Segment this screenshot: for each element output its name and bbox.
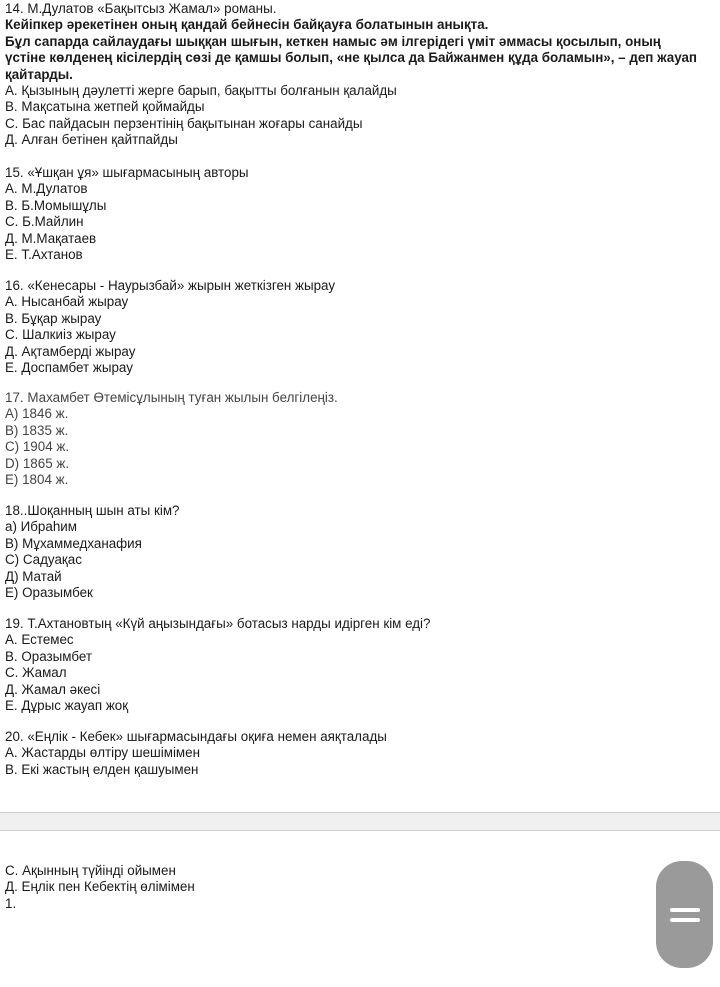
menu-icon	[670, 908, 700, 912]
answer-option: В. Бұқар жырау	[5, 310, 102, 326]
answer-option: А. Қызының дәулетті жерге барып, бақытты болғанын қалайды	[5, 82, 397, 98]
answer-option: А. Естемес	[5, 632, 74, 648]
answer-option: Е. Дұрыс жауап жоқ	[5, 697, 129, 713]
question-title: 16. «Кенесары - Наурызбай» жырын жеткізген жырау	[5, 278, 336, 293]
question-title: 15. «Ұшқан ұя» шығармасының авторы	[5, 165, 249, 180]
answer-option: В. Мақсатына жетпей қоймайды	[5, 99, 205, 115]
question-18	[5, 503, 720, 601]
answer-option: Е) Оразымбек	[5, 584, 93, 600]
answer-option: В) Мұхаммедханафия	[5, 535, 142, 551]
question-15	[5, 165, 720, 263]
answer-option: D) 1865 ж.	[5, 455, 70, 471]
menu-button[interactable]	[656, 861, 713, 968]
question-17	[5, 390, 720, 488]
answer-option: Д. Жамал әкесі	[5, 681, 101, 697]
question-text: қайтарды.	[5, 66, 73, 82]
question-16	[5, 278, 720, 376]
answer-option: А. Жастарды өлтіру шешімімен	[5, 745, 200, 761]
answer-option: С. Шалкиіз жырау	[5, 327, 116, 343]
menu-icon	[670, 918, 700, 922]
answer-option: Е. Доспамбет жырау	[5, 359, 133, 375]
question-title: 19. Т.Ахтановтың «Күй аңызындағы» ботасыз нарды идірген кім еді?	[5, 616, 431, 631]
answer-option: Д. М.Мақатаев	[5, 230, 97, 246]
answer-option: С. Ақынның түйінді ойымен	[5, 863, 176, 878]
answer-option: С) 1904 ж.	[5, 439, 70, 455]
answer-option: А) 1846 ж.	[5, 406, 69, 422]
answer-option: С. Жамал	[5, 665, 67, 681]
question-title: 20. «Еңлік - Кебек» шығармасындағы оқиға немен аяқталады	[5, 729, 387, 744]
answer-option: А. Нысанбай жырау	[5, 294, 129, 310]
question-20-continued	[5, 863, 720, 912]
answer-option: В. Екі жастың елден қашуымен	[5, 761, 199, 777]
answer-option: Д. Алған бетінен қайтпайды	[5, 132, 178, 148]
question-title: 17. Махамбет Өтемісұлының туған жылын белгілеңіз.	[5, 390, 338, 405]
question-text: Бұл сапарда сайлаудағы шыққан шығын, кеткен намыс әм ілгерідегі үміт әммасы қосылып, оның	[5, 33, 661, 49]
answer-option: С. Бас пайдасын перзентінің бақытынан жоғары санайды	[5, 115, 363, 131]
question-title: 14. М.Дулатов «Бақытсыз Жамал» романы.	[5, 1, 277, 16]
answer-option: Е) 1804 ж.	[5, 471, 69, 487]
trailing-number: 1.	[5, 895, 17, 911]
question-19	[5, 616, 720, 714]
answer-option: А. М.Дулатов	[5, 181, 88, 197]
answer-option: В) 1835 ж.	[5, 422, 69, 438]
answer-option: С) Садуақас	[5, 552, 82, 568]
answer-option: Д) Матай	[5, 568, 62, 584]
answer-option: С. Б.Майлин	[5, 214, 84, 230]
question-text: үстіне көлденең кісілердің сөзі де қамшы болып, «не қылса да Байжанмен құда боламын», – деп жауап	[5, 50, 698, 66]
question-text: Кейіпкер әрекетінен оның қандай бейнесін байқауға болатынын анықта.	[5, 17, 489, 33]
answer-option: Д. Еңлік пен Кебектің өлімімен	[5, 879, 195, 895]
answer-option: Е. Т.Ахтанов	[5, 246, 83, 262]
question-title: 18..Шоқанның шын аты кім?	[5, 503, 180, 518]
answer-option: В. Б.Момышұлы	[5, 197, 107, 213]
question-20	[5, 729, 720, 778]
question-14	[5, 1, 720, 149]
answer-option: Д. Ақтамберді жырау	[5, 343, 136, 359]
answer-option: а) Ибраһим	[5, 519, 77, 535]
answer-option: В. Оразымбет	[5, 648, 93, 664]
page-break-divider	[0, 812, 720, 831]
